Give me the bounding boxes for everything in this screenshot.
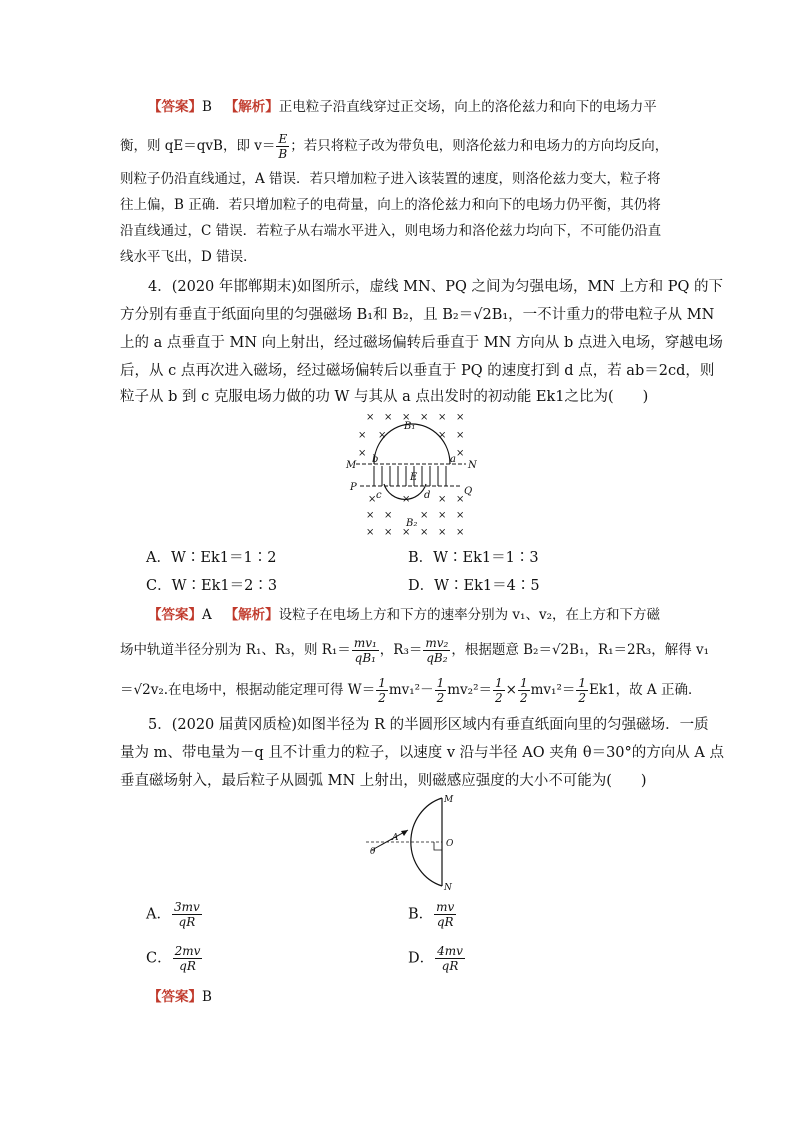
fraction-r1 (352, 636, 379, 665)
cross: × (366, 510, 375, 521)
fraction-half (435, 676, 447, 705)
option-label: B． (408, 906, 434, 923)
q3-analysis-line-5: 沿直线通过，C 错误．若粒子从右端水平进入，则电场力和洛伦兹力均向下，不可能仍沿直 (120, 223, 662, 239)
fraction-e-b (276, 132, 289, 161)
denominator: qR (441, 959, 459, 973)
label-d: d (424, 490, 431, 501)
text: ，R₃＝ (379, 642, 423, 658)
q4-stem-line-2: 方分别有垂直于纸面向里的匀强磁场 B₁和 B₂，且 B₂＝√2B₁，一不计重力的带电粒子从 MN (120, 307, 715, 323)
answer-value: A (202, 607, 212, 623)
analysis-text: 正电粒子沿直线穿过正交场，向上的洛伦兹力和向下的电场力平 (278, 99, 657, 115)
denominator: qB₂ (426, 651, 448, 665)
cross: × (402, 412, 411, 423)
cross: × (384, 527, 393, 538)
denominator: 2 (578, 691, 587, 705)
label-a: A (392, 833, 399, 843)
fraction-half (493, 676, 505, 705)
text: 场中轨道半径分别为 R₁、R₃，则 R₁＝ (120, 642, 351, 658)
q5-answer-line (148, 986, 708, 1008)
label-o: O (446, 839, 454, 849)
cross: × (438, 430, 447, 441)
q5-stem-line-2: 量为 m、带电量为－q 且不计重力的粒子，以速度 v 沿与半径 AO 夹角 θ＝30°的方向从 A 点 (120, 745, 724, 761)
numerator: 1 (578, 676, 587, 690)
numerator: 1 (378, 676, 386, 690)
cross: × (420, 510, 429, 521)
text: 衡，则 qE＝qvB，即 v＝ (120, 138, 276, 154)
answer-tag: 【答案】 (148, 989, 202, 1005)
label-n: N (468, 460, 477, 471)
q4-option-b: B．W∶Ek1＝1∶3 (408, 550, 539, 566)
analysis-text: 设粒子在电场上方和下方的速率分别为 v₁、v₂，在上方和下方磁 (278, 607, 660, 623)
analysis-tag: 【解析】 (224, 99, 279, 115)
q3-analysis-line-3: 则粒子仍沿直线通过，A 错误．若只增加粒子进入该装置的速度，则洛伦兹力变大，粒子将 (120, 171, 661, 187)
answer-value: B (202, 989, 212, 1005)
q5-option-c (146, 944, 203, 973)
label-a: a (450, 454, 456, 465)
q4-stem-line-4: 后，从 c 点再次进入磁场，经过磁场偏转后以垂直于 PQ 的速度打到 d 点，若 ab＝2cd，则 (120, 363, 715, 379)
cross: × (378, 430, 387, 441)
cross: × (438, 510, 447, 521)
fraction (434, 900, 456, 929)
label-b1: B₁ (404, 421, 416, 432)
label-c: c (376, 490, 382, 501)
denominator: 2 (378, 691, 386, 705)
numerator: 1 (519, 676, 528, 690)
text: ＝√2v₂.在电场中，根据动能定理可得 W＝ (120, 682, 376, 698)
cross: × (456, 448, 465, 459)
fraction (173, 944, 203, 973)
q4-analysis-line-2 (120, 636, 710, 665)
denominator: qR (436, 915, 454, 929)
answer-tag: 【答案】 (148, 99, 202, 115)
numerator: mv₂ (425, 636, 449, 650)
fraction-half (376, 676, 388, 705)
text: × (505, 682, 517, 698)
label-m: M (444, 795, 454, 805)
numerator: E (276, 132, 289, 147)
q5-option-d (408, 944, 466, 973)
denominator: 2 (495, 691, 503, 705)
denominator: qR (178, 915, 196, 929)
cross: × (438, 494, 447, 505)
q4-figure (340, 408, 490, 542)
option-label: D． (408, 950, 435, 967)
q5-stem-line-3: 垂直磁场射入，最后粒子从圆弧 MN 上射出，则磁感应强度的大小不可能为( ) (120, 773, 647, 789)
fraction-half (576, 676, 588, 705)
q4-stem-line-5: 粒子从 b 到 c 克服电场力做的功 W 与其从 a 点出发时的初动能 Ek1之比为( ) (120, 389, 649, 405)
fraction (172, 900, 202, 929)
numerator: 1 (436, 676, 445, 690)
q4-option-c: C．W∶Ek1＝2∶3 (146, 578, 278, 594)
option-label: A． (146, 906, 171, 923)
cross: × (456, 510, 465, 521)
right-angle-mark (434, 842, 442, 850)
text: Ek1，故 A 正确． (589, 682, 702, 698)
text: mv₁²－ (388, 682, 434, 698)
label-n: N (444, 883, 452, 893)
denominator: qB₁ (354, 651, 376, 665)
option-label: C． (146, 950, 172, 967)
q4-option-a: A．W∶Ek1＝1∶2 (146, 550, 277, 566)
denominator: 2 (519, 691, 528, 705)
q5-figure (356, 790, 466, 894)
answer-tag: 【答案】 (148, 607, 202, 623)
text: mv₁²＝ (530, 682, 576, 698)
numerator: 3mv (173, 900, 200, 914)
numerator: mv (436, 900, 455, 914)
label-e: E (410, 472, 418, 483)
cross: × (456, 412, 465, 423)
numerator: 2mv (174, 944, 201, 958)
q4-option-d: D．W∶Ek1＝4∶5 (408, 578, 540, 594)
denominator: qR (179, 959, 196, 973)
cross: × (456, 494, 465, 505)
fraction-half (518, 676, 530, 705)
q5-option-b (408, 900, 457, 929)
q4-answer-line (148, 604, 708, 626)
denominator: 2 (436, 691, 445, 705)
cross: × (456, 430, 465, 441)
q4-stem-line-1: 4．(2020 年邯郸期末)如图所示，虚线 MN、PQ 之间为匀强电场，MN 上方和 PQ 的下 (148, 279, 723, 295)
denominator: B (278, 147, 288, 161)
label-q: Q (464, 486, 473, 497)
label-m: M (346, 460, 357, 471)
q4-stem-line-3: 上的 a 点垂直于 MN 向上射出，经过磁场偏转后垂直于 MN 方向从 b 点进入电场，穿越电场 (120, 335, 723, 351)
cross: × (438, 412, 447, 423)
q5-option-a (146, 900, 203, 929)
q3-analysis-line-4: 往上偏，B 正确．若只增加粒子的电荷量，向上的洛伦兹力和向下的电场力仍平衡，其仍将 (120, 197, 661, 213)
fraction (435, 944, 465, 973)
text: ；若只将粒子改为带负电，则洛伦兹力和电场力的方向均反向， (290, 138, 669, 154)
cross: × (384, 510, 393, 521)
cross: × (368, 494, 377, 505)
cross: × (420, 412, 429, 423)
q3-answer-line (148, 96, 708, 118)
cross: × (366, 527, 375, 538)
q4-analysis-line-3 (120, 676, 702, 705)
text: mv₂²＝ (447, 682, 493, 698)
cross: × (402, 527, 411, 538)
analysis-tag: 【解析】 (224, 607, 279, 623)
q3-analysis-line-6: 线水平飞出，D 错误． (120, 249, 257, 265)
label-theta: θ (370, 847, 376, 857)
numerator: 4mv (437, 944, 463, 958)
cross: × (384, 412, 393, 423)
label-b2: B₂ (406, 518, 418, 529)
cross: × (358, 430, 367, 441)
numerator: mv₁ (353, 636, 377, 650)
cross: × (456, 527, 465, 538)
q3-analysis-line-2 (120, 132, 680, 161)
numerator: 1 (495, 676, 503, 690)
cross: × (438, 527, 447, 538)
fraction-r3 (423, 636, 450, 665)
cross: × (402, 494, 411, 505)
label-b: b (372, 454, 379, 465)
cross: × (366, 412, 375, 423)
text: ，根据题意 B₂＝√2B₁，R₁＝2R₃，解得 v₁ (451, 642, 710, 658)
q5-stem-line-1: 5．(2020 届黄冈质检)如图半径为 R 的半圆形区域内有垂直纸面向里的匀强磁场．一质 (148, 717, 709, 733)
cross: × (420, 527, 429, 538)
label-p: P (350, 482, 357, 493)
cross: × (358, 448, 367, 459)
answer-value: B (202, 99, 212, 115)
